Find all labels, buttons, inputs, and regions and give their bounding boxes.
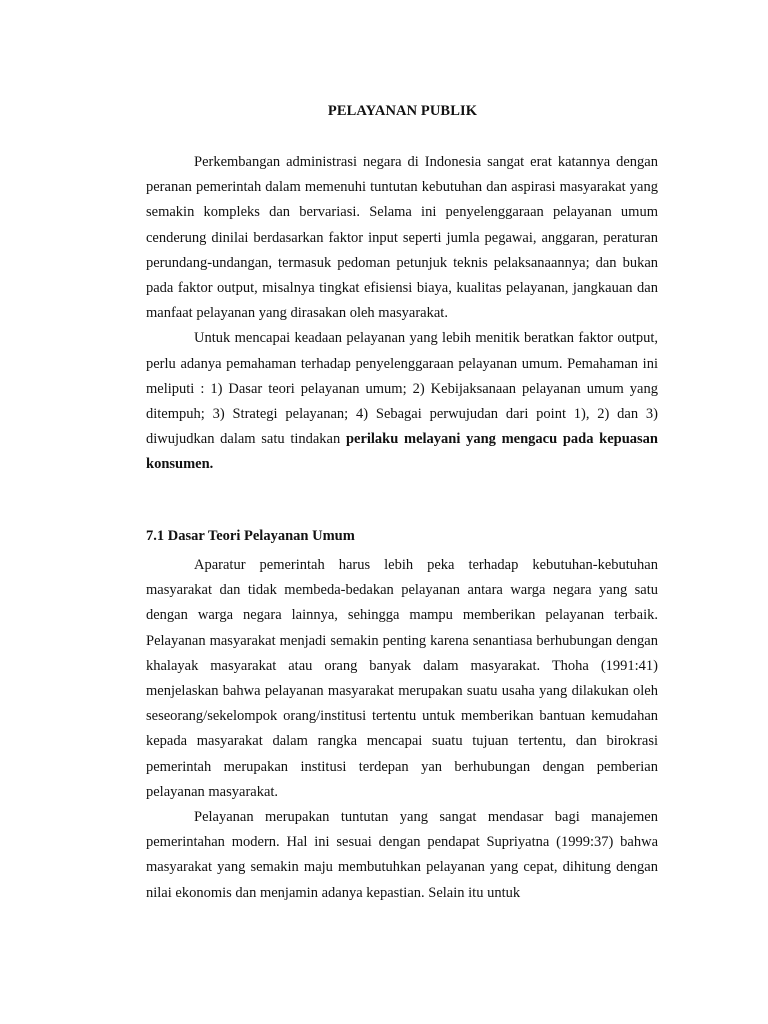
intro-paragraph-2 [146,326,658,477]
section-heading: 7.1 Dasar Teori Pelayanan Umum [146,528,355,544]
section-paragraph-2: Pelayanan merupakan tuntutan yang sangat mendasar bagi manajemen pemerintahan modern. Hal ini sesuai dengan pendapat Supriyatna (1999:37) bahwa masyarakat yang semakin maju membutuhkan pelayanan yang cepat, dihitung dengan nilai ekonomis dan menjamin adanya kepastian. Selain itu untuk [146,809,658,901]
section-paragraph-1: Aparatur pemerintah harus lebih peka terhadap kebutuhan-kebutuhan masyarakat dan tidak membeda-bedakan pelayanan antara warga negara yang satu dengan warga negara lainnya, sehingga mampu memberikan pelayanan terbaik. Pelayanan masyarakat menjadi semakin penting karena senantiasa berhubungan dengan khalayak masyarakat atau orang banyak dalam masyarakat. Thoha (1991:41) menjelaskan bahwa pelayanan masyarakat merupakan suatu usaha yang dilakukan oleh seseorang/sekelompok orang/institusi tertentu untuk memberikan bantuan kemudahan kepada masyarakat dalam rangka mencapai suatu tujuan tertentu, dan birokrasi pemerintah merupakan institusi terdepan yan berhubungan dengan pemberian pelayanan masyarakat. [146,557,658,800]
section-body [146,553,658,906]
intro-paragraph-2-emphasis: perilaku melayani yang mengacu pada kepuasan konsumen. [146,431,658,473]
intro-paragraph-2-text: Untuk mencapai keadaan pelayanan yang lebih menitik beratkan faktor output, perlu adanya pemahaman terhadap penyelenggaraan pelayanan umum. Pemahaman ini meliputi : 1) Dasar teori pelayanan umum; 2) Kebijaksanaan pelayanan umum yang ditempuh; 3) Strategi pelayanan; 4) Sebagai perwujudan dari point 1), 2) dan 3) diwujudkan dalam satu tindakan [146,330,658,448]
intro-paragraph-1: Perkembangan administrasi negara di Indonesia sangat erat katannya dengan peranan pemerintah dalam memenuhi tuntutan kebutuhan dan aspirasi masyarakat yang semakin kompleks dan bervariasi. Selama ini penyelenggaraan pelayanan umum cenderung dinilai berdasarkan faktor input seperti jumla pegawai, anggaran, peraturan perundang-undangan, termasuk pedoman petunjuk teknis pelaksanaannya; dan bukan pada faktor output, misalnya tingkat efisiensi biaya, kualitas pelayanan, jangkauan dan manfaat pelayanan yang dirasakan oleh masyarakat. [146,154,658,322]
document-title: PELAYANAN PUBLIK [327,103,478,119]
intro-section [146,150,658,478]
